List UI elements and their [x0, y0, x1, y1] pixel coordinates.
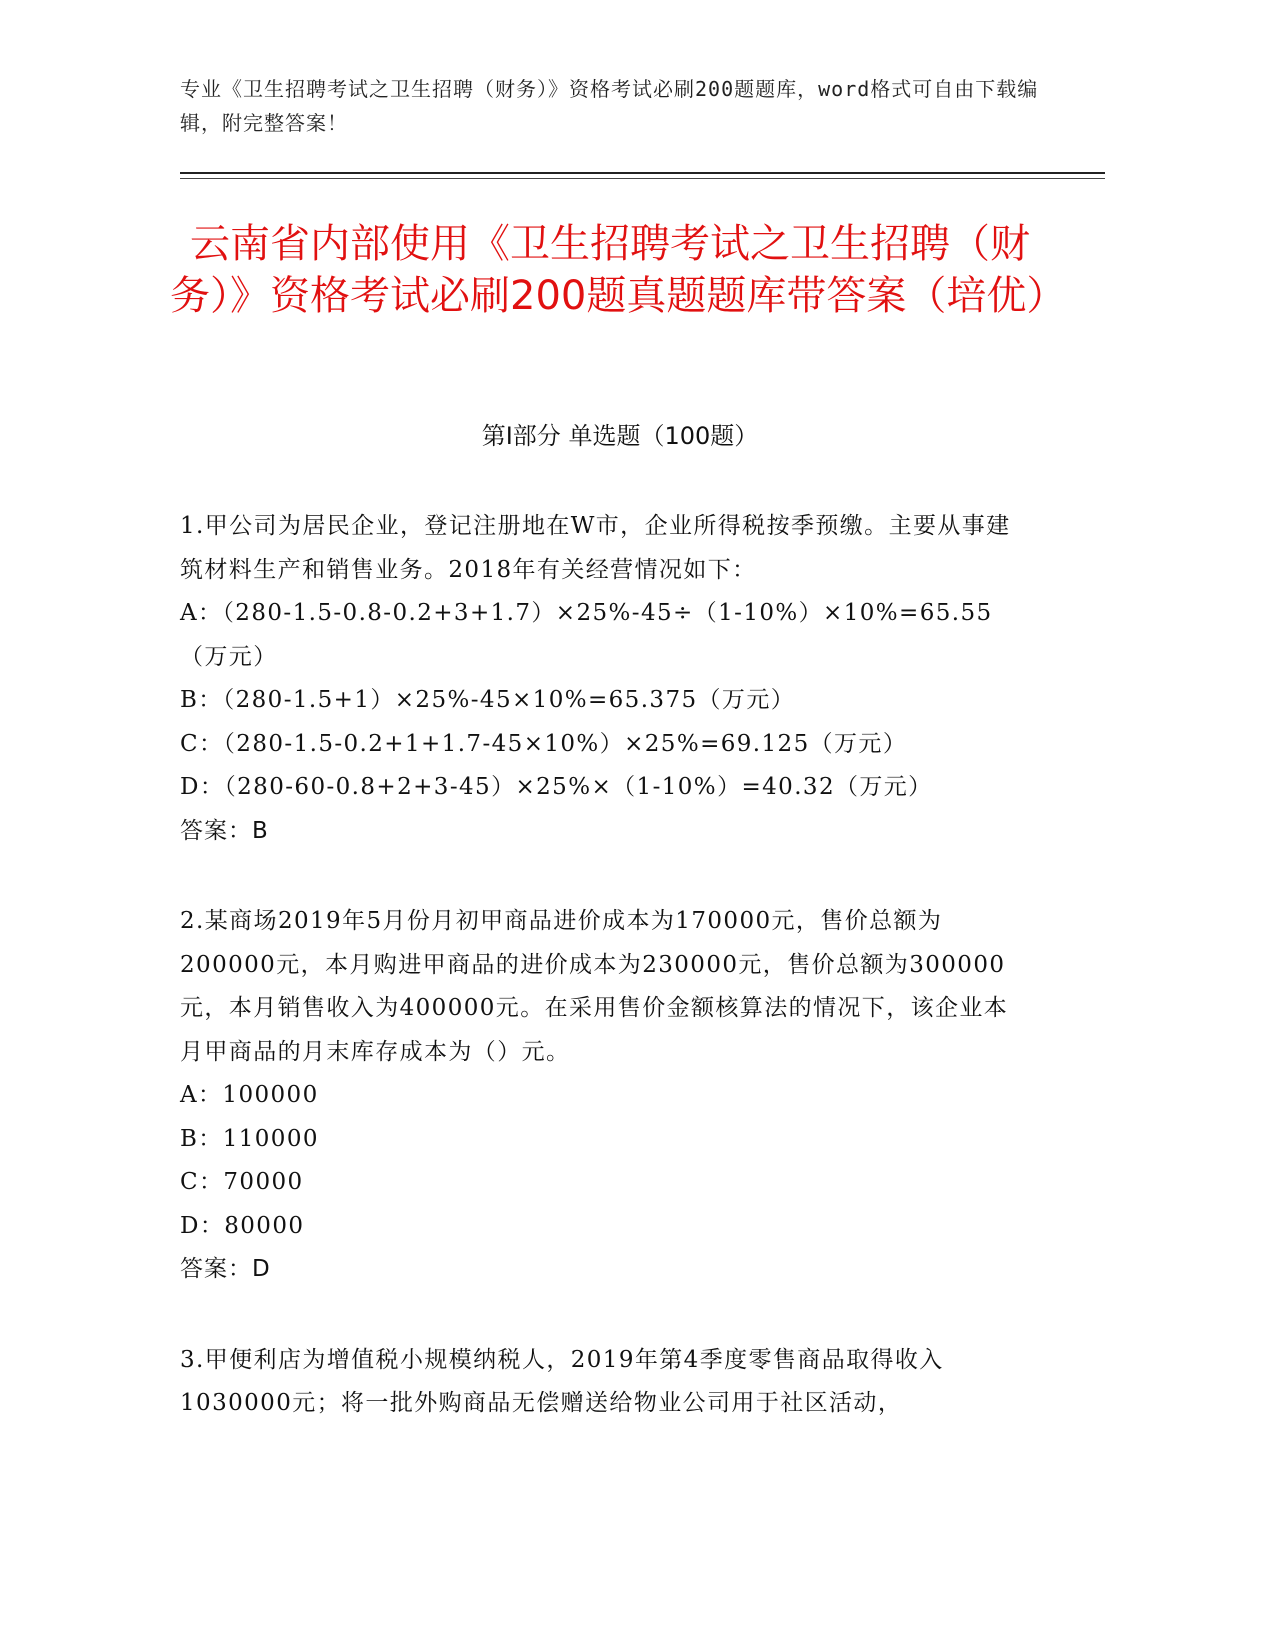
- header-note: 专业《卫生招聘考试之卫生招聘（财务）》资格考试必刷200题题库，word格式可自由下载编辑，附完整答案！: [180, 77, 1039, 135]
- header-divider-thick: [180, 172, 1105, 174]
- question-list: [180, 505, 1030, 1473]
- header-divider-thin: [180, 178, 1105, 179]
- question-stem: 2.某商场2019年5月份月初甲商品进价成本为170000元，售价总额为200000元，本月购进甲商品的进价成本为230000元，售价总额为300000元，本月销售收入为400000元。在采用售价金额核算法的情况下，该企业本月甲商品的月末库存成本为（）元。: [180, 908, 1009, 1065]
- answer: 答案：D: [180, 1256, 271, 1282]
- document-title: 云南省内部使用《卫生招聘考试之卫生招聘（财务）》资格考试必刷200题真题题库带答案（培优）: [170, 221, 1067, 319]
- section-heading: 第Ⅰ部分 单选题（100题）: [481, 422, 759, 450]
- question-3: [180, 1339, 1030, 1426]
- option-b: B：110000: [180, 1125, 319, 1152]
- question-stem: 1.甲公司为居民企业，登记注册地在W市，企业所得税按季预缴。主要从事建筑材料生产和销售业务。2018年有关经营情况如下：: [180, 513, 1011, 583]
- question-stem: 3.甲便利店为增值税小规模纳税人，2019年第4季度零售商品取得收入1030000元；将一批外购商品无偿赠送给物业公司用于社区活动，: [180, 1346, 944, 1416]
- question-1: [180, 505, 1030, 853]
- option-c: C：（280-1.5-0.2+1+1.7-45×10%）×25%=69.125（万元）: [180, 730, 908, 757]
- option-a: A：（280-1.5-0.8-0.2+3+1.7）×25%-45÷（1-10%）×10%=65.55（万元）: [180, 600, 993, 670]
- question-2: [180, 900, 1030, 1292]
- option-b: B：（280-1.5+1）×25%-45×10%=65.375（万元）: [180, 687, 796, 713]
- option-c: C：70000: [180, 1169, 304, 1195]
- option-d: D：（280-60-0.8+2+3-45）×25%×（1-10%）=40.32（万元）: [180, 774, 933, 800]
- option-a: A：100000: [180, 1082, 319, 1108]
- option-d: D：80000: [180, 1212, 305, 1239]
- answer: 答案：B: [180, 817, 269, 844]
